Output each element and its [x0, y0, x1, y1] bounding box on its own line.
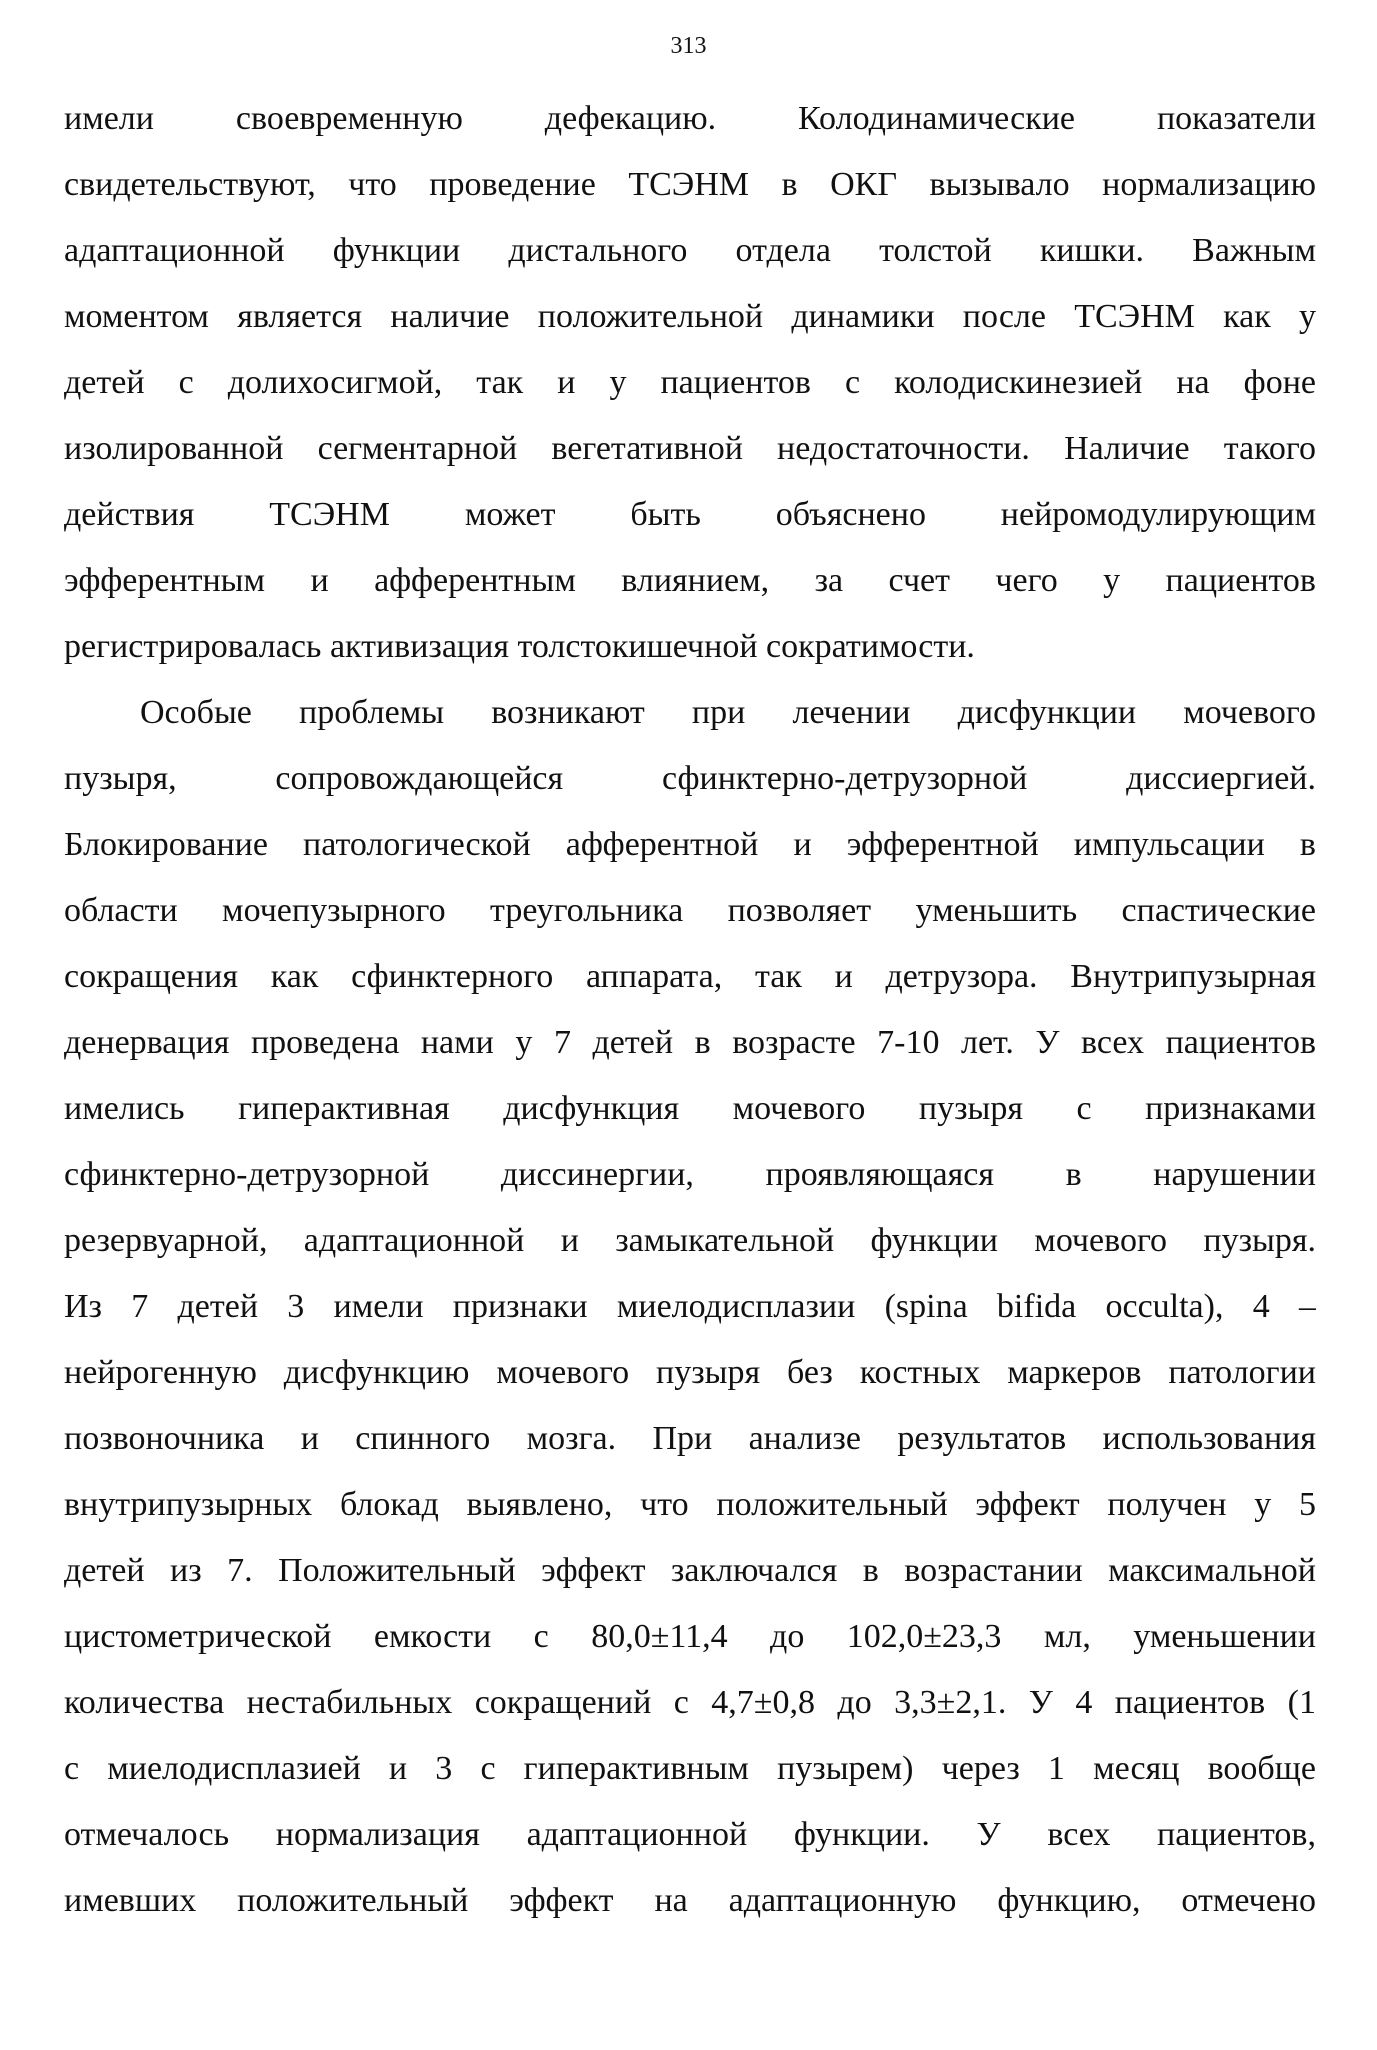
text-line: детей из 7. Положительный эффект заключался в возрастании максимальной: [64, 1552, 1316, 1589]
paragraph-2: [64, 680, 1316, 1934]
text-line: сокращения как сфинктерного аппарата, так и детрузора. Внутрипузырная: [64, 958, 1316, 995]
text-line: изолированной сегментарной вегетативной недостаточности. Наличие такого: [64, 430, 1316, 467]
text-line: нейрогенную дисфункцию мочевого пузыря без костных маркеров патологии: [64, 1354, 1316, 1391]
text-line: детей с долихосигмой, так и у пациентов с колодискинезией на фоне: [64, 364, 1316, 401]
text-line: Особые проблемы возникают при лечении дисфункции мочевого: [140, 694, 1316, 731]
text-line: Из 7 детей 3 имели признаки миелодисплазии (spina bifida occulta), 4 –: [64, 1288, 1316, 1325]
text-line: цистометрической емкости с 80,0±11,4 до 102,0±23,3 мл, уменьшении: [64, 1618, 1316, 1655]
text-line: резервуарной, адаптационной и замыкательной функции мочевого пузыря.: [64, 1222, 1316, 1259]
text-line: имели своевременную дефекацию. Колодинамические показатели: [64, 100, 1316, 137]
text-line: позвоночника и спинного мозга. При анализе результатов использования: [64, 1420, 1316, 1457]
text-line: моментом является наличие положительной динамики после ТСЭНМ как у: [64, 298, 1316, 335]
text-line: внутрипузырных блокад выявлено, что положительный эффект получен у 5: [64, 1486, 1316, 1523]
text-line: количества нестабильных сокращений с 4,7±0,8 до 3,3±2,1. У 4 пациентов (1: [64, 1684, 1316, 1721]
text-line: свидетельствуют, что проведение ТСЭНМ в ОКГ вызывало нормализацию: [64, 166, 1316, 203]
text-line: денервация проведена нами у 7 детей в возрасте 7-10 лет. У всех пациентов: [64, 1024, 1316, 1061]
text-line: отмечалось нормализация адаптационной функции. У всех пациентов,: [64, 1816, 1316, 1853]
paragraph-1: [64, 86, 1316, 680]
text-line: регистрировалась активизация толстокишечной сократимости.: [64, 628, 975, 665]
text-line: действия ТСЭНМ может быть объяснено нейромодулирующим: [64, 496, 1316, 533]
text-line: эфферентным и афферентным влиянием, за счет чего у пациентов: [64, 562, 1316, 599]
text-line: области мочепузырного треугольника позволяет уменьшить спастические: [64, 892, 1316, 929]
body-text: [64, 86, 1316, 1934]
text-line: Блокирование патологической афферентной и эфферентной импульсации в: [64, 826, 1316, 863]
text-line: имелись гиперактивная дисфункция мочевого пузыря с признаками: [64, 1090, 1316, 1127]
text-line: сфинктерно-детрузорной диссинергии, проявляющаяся в нарушении: [64, 1156, 1316, 1193]
text-line: адаптационной функции дистального отдела толстой кишки. Важным: [64, 232, 1316, 269]
text-line: пузыря, сопровождающейся сфинктерно-детрузорной диссиергией.: [64, 760, 1316, 797]
page-number: 313: [670, 33, 707, 59]
text-line: с миелодисплазией и 3 с гиперактивным пузырем) через 1 месяц вообще: [64, 1750, 1316, 1787]
text-line: имевших положительный эффект на адаптационную функцию, отмечено: [64, 1882, 1316, 1919]
